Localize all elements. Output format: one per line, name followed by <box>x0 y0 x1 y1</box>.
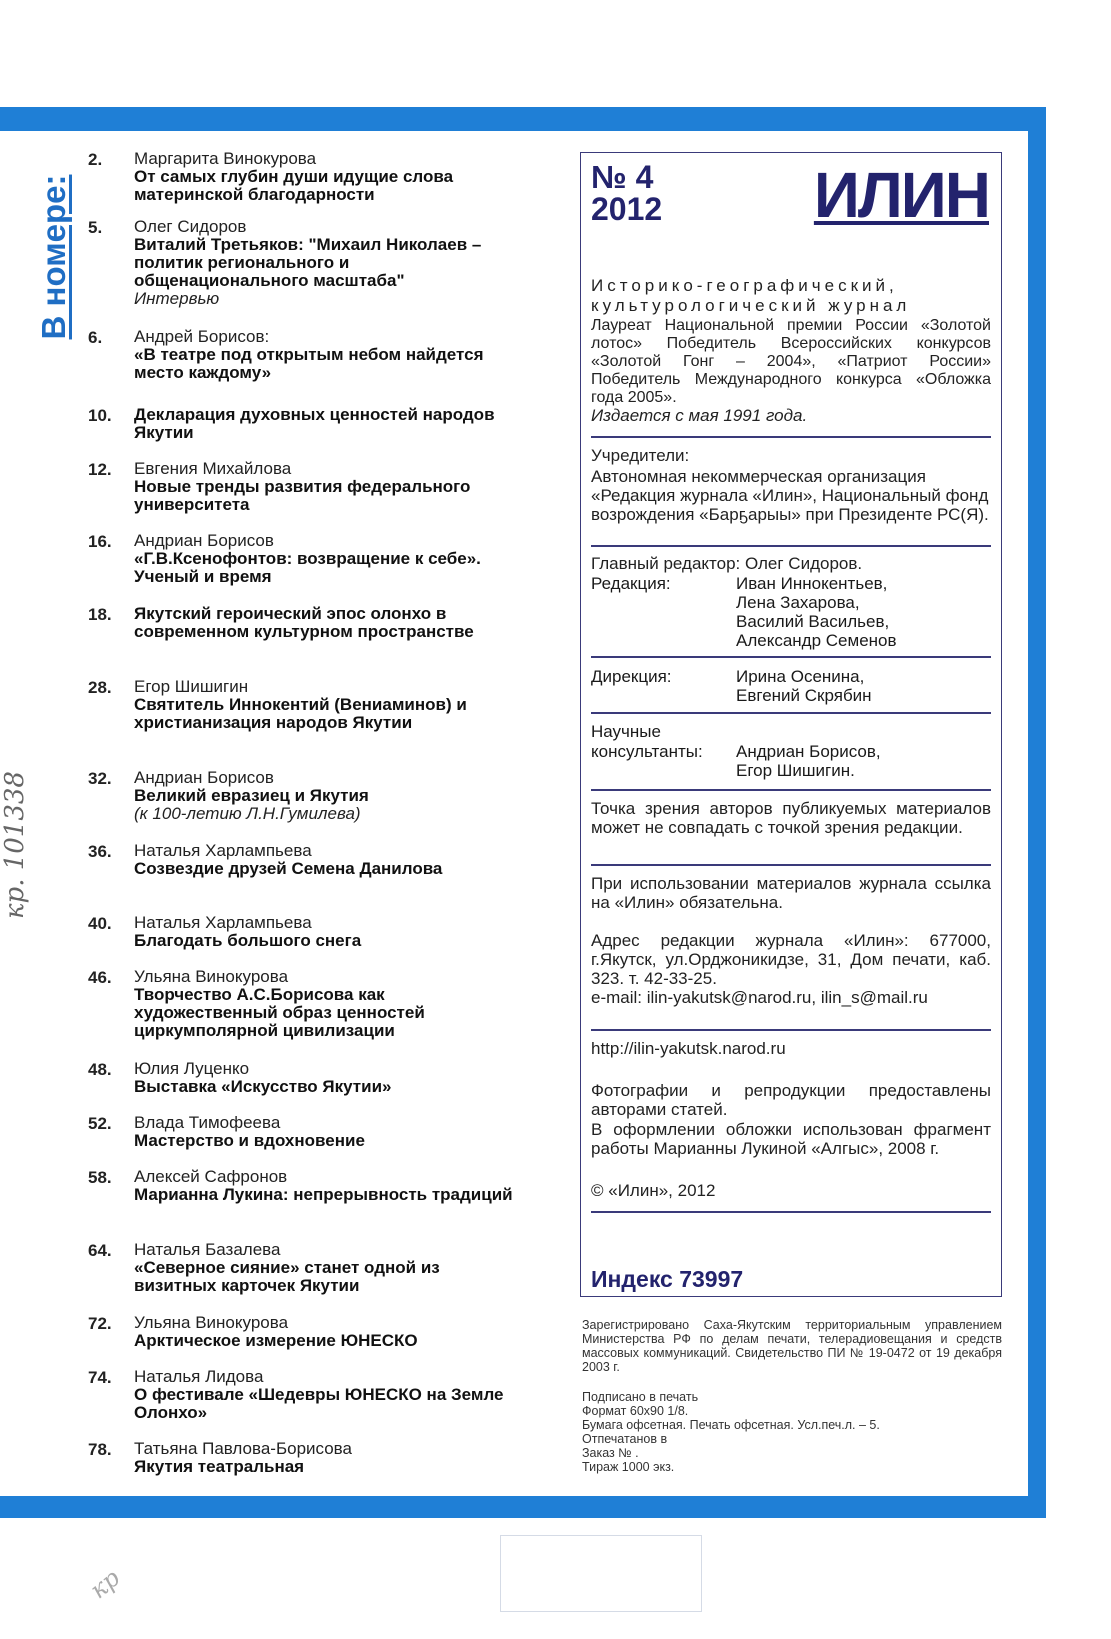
email-text: e-mail: ilin-yakutsk@narod.ru, ilin_s@mail.ru <box>591 988 928 1007</box>
toc-author: Ульяна Винокурова <box>134 967 289 986</box>
toc-page-number: 58. <box>88 1168 112 1187</box>
toc-title: Выставка «Искусство Якутии» <box>134 1077 392 1096</box>
toc-page-number: 6. <box>88 328 103 347</box>
consultants-label-2: консультанты: <box>591 742 703 761</box>
toc-note: Интервью <box>134 289 220 308</box>
cover-credit: В оформлении обложки использован фрагмент работы Марианны Лукиной «Алгыс», 2008 г. <box>591 1120 991 1158</box>
toc-page-number: 72. <box>88 1314 112 1333</box>
divider <box>591 864 991 866</box>
toc-title: Святитель Иннокентий (Вениаминов) и христианизация народов Якутии <box>134 695 467 732</box>
toc-page-number: 74. <box>88 1368 112 1387</box>
founders-label: Учредители: <box>591 446 690 465</box>
toc-author: Егор Шишигин <box>134 677 249 696</box>
toc-title: «Г.В.Ксенофонтов: возвращение к себе». Ученый и время <box>134 549 481 586</box>
masthead-box <box>580 152 1002 1297</box>
consultant-name: Егор Шишигин. <box>736 761 855 780</box>
editor-name: Василий Васильев, <box>736 612 890 631</box>
toc-page-number: 18. <box>88 605 112 624</box>
toc-author: Влада Тимофеева <box>134 1113 281 1132</box>
toc-page-number: 2. <box>88 150 103 169</box>
section-heading-vertical <box>34 152 74 362</box>
toc-note: (к 100-летию Л.Н.Гумилева) <box>134 804 361 823</box>
registration-text: Зарегистрировано Саха-Якутским территориальным управлением Министерства РФ по делам печати, телерадиовещания и средств массовых коммуникаций. Свидетельство ПИ № 19-0472 от 19 декабря 2003 г. <box>582 1318 1002 1374</box>
editor-name: Лена Захарова, <box>736 593 860 612</box>
toc-page-number: 36. <box>88 842 112 861</box>
toc-author: Наталья Харлампьева <box>134 913 312 932</box>
founders-text: Автономная некоммерческая организация «Редакция журнала «Илин», Национальный фонд возрождения «Барҕарыы» при Президенте РС(Я). <box>591 467 989 524</box>
issue-block <box>591 161 662 225</box>
handwritten-margin-note <box>0 760 40 930</box>
citation-text: При использовании материалов журнала ссылка на «Илин» обязательна. <box>591 874 991 912</box>
handwritten-signature: кр <box>84 1563 126 1605</box>
toc-author: Евгения Михайлова <box>134 459 292 478</box>
toc-author: Наталья Базалева <box>134 1240 281 1259</box>
copyright: © «Илин», 2012 <box>591 1181 716 1200</box>
photos-credit: Фотографии и репродукции предоставлены авторами статей. <box>591 1081 991 1119</box>
issue-number: № 4 <box>591 159 654 195</box>
toc-title: О фестивале «Шедевры ЮНЕСКО на Земле Олонхо» <box>134 1385 504 1422</box>
director-name: Ирина Осенина, <box>736 667 865 686</box>
toc-page-number: 64. <box>88 1241 112 1260</box>
toc-author: Олег Сидоров <box>134 217 247 236</box>
print-line: Формат 60х90 1/8. <box>582 1404 689 1418</box>
print-line: Тираж 1000 экз. <box>582 1460 675 1474</box>
toc-title: Мастерство и вдохновение <box>134 1131 365 1150</box>
awards-text: Лауреат Национальной премии России «Золотой лотос» Победитель Всероссийских конкурсов «Золотой Гонг – 2004», «Патриот России» Победитель Международного конкурса «Обложка года 2005». <box>591 317 991 406</box>
toc-page-number: 52. <box>88 1114 112 1133</box>
chief-editor: Главный редактор: Олег Сидоров. <box>591 554 863 573</box>
toc-page-number: 48. <box>88 1060 112 1079</box>
divider <box>591 436 991 438</box>
consultants-list <box>736 742 881 780</box>
divider <box>591 1029 991 1031</box>
toc-title: Новые тренды развития федерального университета <box>134 477 471 514</box>
library-stamp <box>500 1535 702 1612</box>
toc-title: Созвездие друзей Семена Данилова <box>134 859 443 878</box>
right-blue-band <box>1028 107 1046 1518</box>
divider <box>591 1211 991 1213</box>
toc-page-number: 10. <box>88 406 112 425</box>
divider <box>591 656 991 658</box>
editorial-label: Редакция: <box>591 574 671 593</box>
toc-author: Андриан Борисов <box>134 531 274 550</box>
toc-title: Благодать большого снега <box>134 931 362 950</box>
divider <box>591 789 991 791</box>
toc-author: Андриан Борисов <box>134 768 274 787</box>
website-link[interactable]: http://ilin-yakutsk.narod.ru <box>591 1039 786 1058</box>
print-line: Заказ № . <box>582 1446 639 1460</box>
toc-page-number: 40. <box>88 914 112 933</box>
toc-title: Марианна Лукина: непрерывность традиций <box>134 1185 513 1204</box>
address-text: Адрес редакции журнала «Илин»: 677000, г.Якутск, ул.Орджоникидзе, 31, Дом печати, каб. 323. т. 42-33-25. <box>591 931 991 988</box>
divider <box>591 545 991 547</box>
tagline-line-2: культурологический журнал <box>591 296 911 315</box>
toc-title: «Северное сияние» станет одной из визитных карточек Якутии <box>134 1258 440 1295</box>
print-line: Отпечатанов в <box>582 1432 668 1446</box>
print-details <box>582 1390 1002 1474</box>
direction-list <box>736 667 872 705</box>
toc-title: От самых глубин души идущие слова материнской благодарности <box>134 167 454 204</box>
editorial-list <box>736 574 897 650</box>
issue-year: 2012 <box>591 191 663 227</box>
section-heading-text: В номере: <box>35 174 72 340</box>
editor-name: Иван Иннокентьев, <box>736 574 888 593</box>
toc-title: Великий евразиец и Якутия <box>134 786 369 805</box>
disclaimer-text: Точка зрения авторов публикуемых материалов может не совпадать с точкой зрения редакции. <box>591 799 991 837</box>
toc-author: Алексей Сафронов <box>134 1167 288 1186</box>
toc-title: Декларация духовных ценностей народов Якутии <box>134 405 495 442</box>
toc-title: Якутия театральная <box>134 1457 305 1476</box>
toc-page-number: 28. <box>88 678 112 697</box>
toc-author: Ульяна Винокурова <box>134 1313 289 1332</box>
toc-title: Арктическое измерение ЮНЕСКО <box>134 1331 418 1350</box>
journal-logo: ИЛИН <box>813 159 989 231</box>
toc-author: Андрей Борисов: <box>134 327 270 346</box>
bottom-blue-band <box>0 1496 1046 1518</box>
toc-author: Маргарита Винокурова <box>134 149 317 168</box>
toc-page-number: 5. <box>88 218 103 237</box>
toc-author: Наталья Лидова <box>134 1367 264 1386</box>
toc-author: Юлия Луценко <box>134 1059 250 1078</box>
publication-since: Издается с мая 1991 года. <box>591 406 808 425</box>
tagline-line-1: Историко-географический, <box>591 276 898 295</box>
director-name: Евгений Скрябин <box>736 686 872 705</box>
editor-name: Александр Семенов <box>736 631 897 650</box>
toc-page-number: 12. <box>88 460 112 479</box>
toc-page-number: 32. <box>88 769 112 788</box>
toc-author: Наталья Харлампьева <box>134 841 312 860</box>
divider <box>591 712 991 714</box>
toc-title: Якутский героический эпос олонхо в современном культурном пространстве <box>134 604 474 641</box>
consultants-label-1: Научные <box>591 722 661 741</box>
toc-page-number: 46. <box>88 968 112 987</box>
toc-title: Виталий Третьяков: "Михаил Николаев – политик регионального и общенационального масштаба" <box>134 235 482 290</box>
consultant-name: Андриан Борисов, <box>736 742 881 761</box>
toc-title: Творчество А.С.Борисова как художественный образ ценностей циркумполярной цивилизации <box>134 985 425 1040</box>
toc-title: «В театре под открытым небом найдется место каждому» <box>134 345 484 382</box>
print-line: Бумага офсетная. Печать офсетная. Усл.печ.л. – 5. <box>582 1418 880 1432</box>
direction-label: Дирекция: <box>591 667 672 686</box>
top-blue-band <box>0 107 1046 131</box>
print-line: Подписано в печать <box>582 1390 699 1404</box>
toc-author: Татьяна Павлова-Борисова <box>134 1439 352 1458</box>
toc-page-number: 16. <box>88 532 112 551</box>
toc-page-number: 78. <box>88 1440 112 1459</box>
handwritten-note-text: кр. 101338 <box>0 771 30 919</box>
subscription-index: Индекс 73997 <box>591 1266 744 1292</box>
